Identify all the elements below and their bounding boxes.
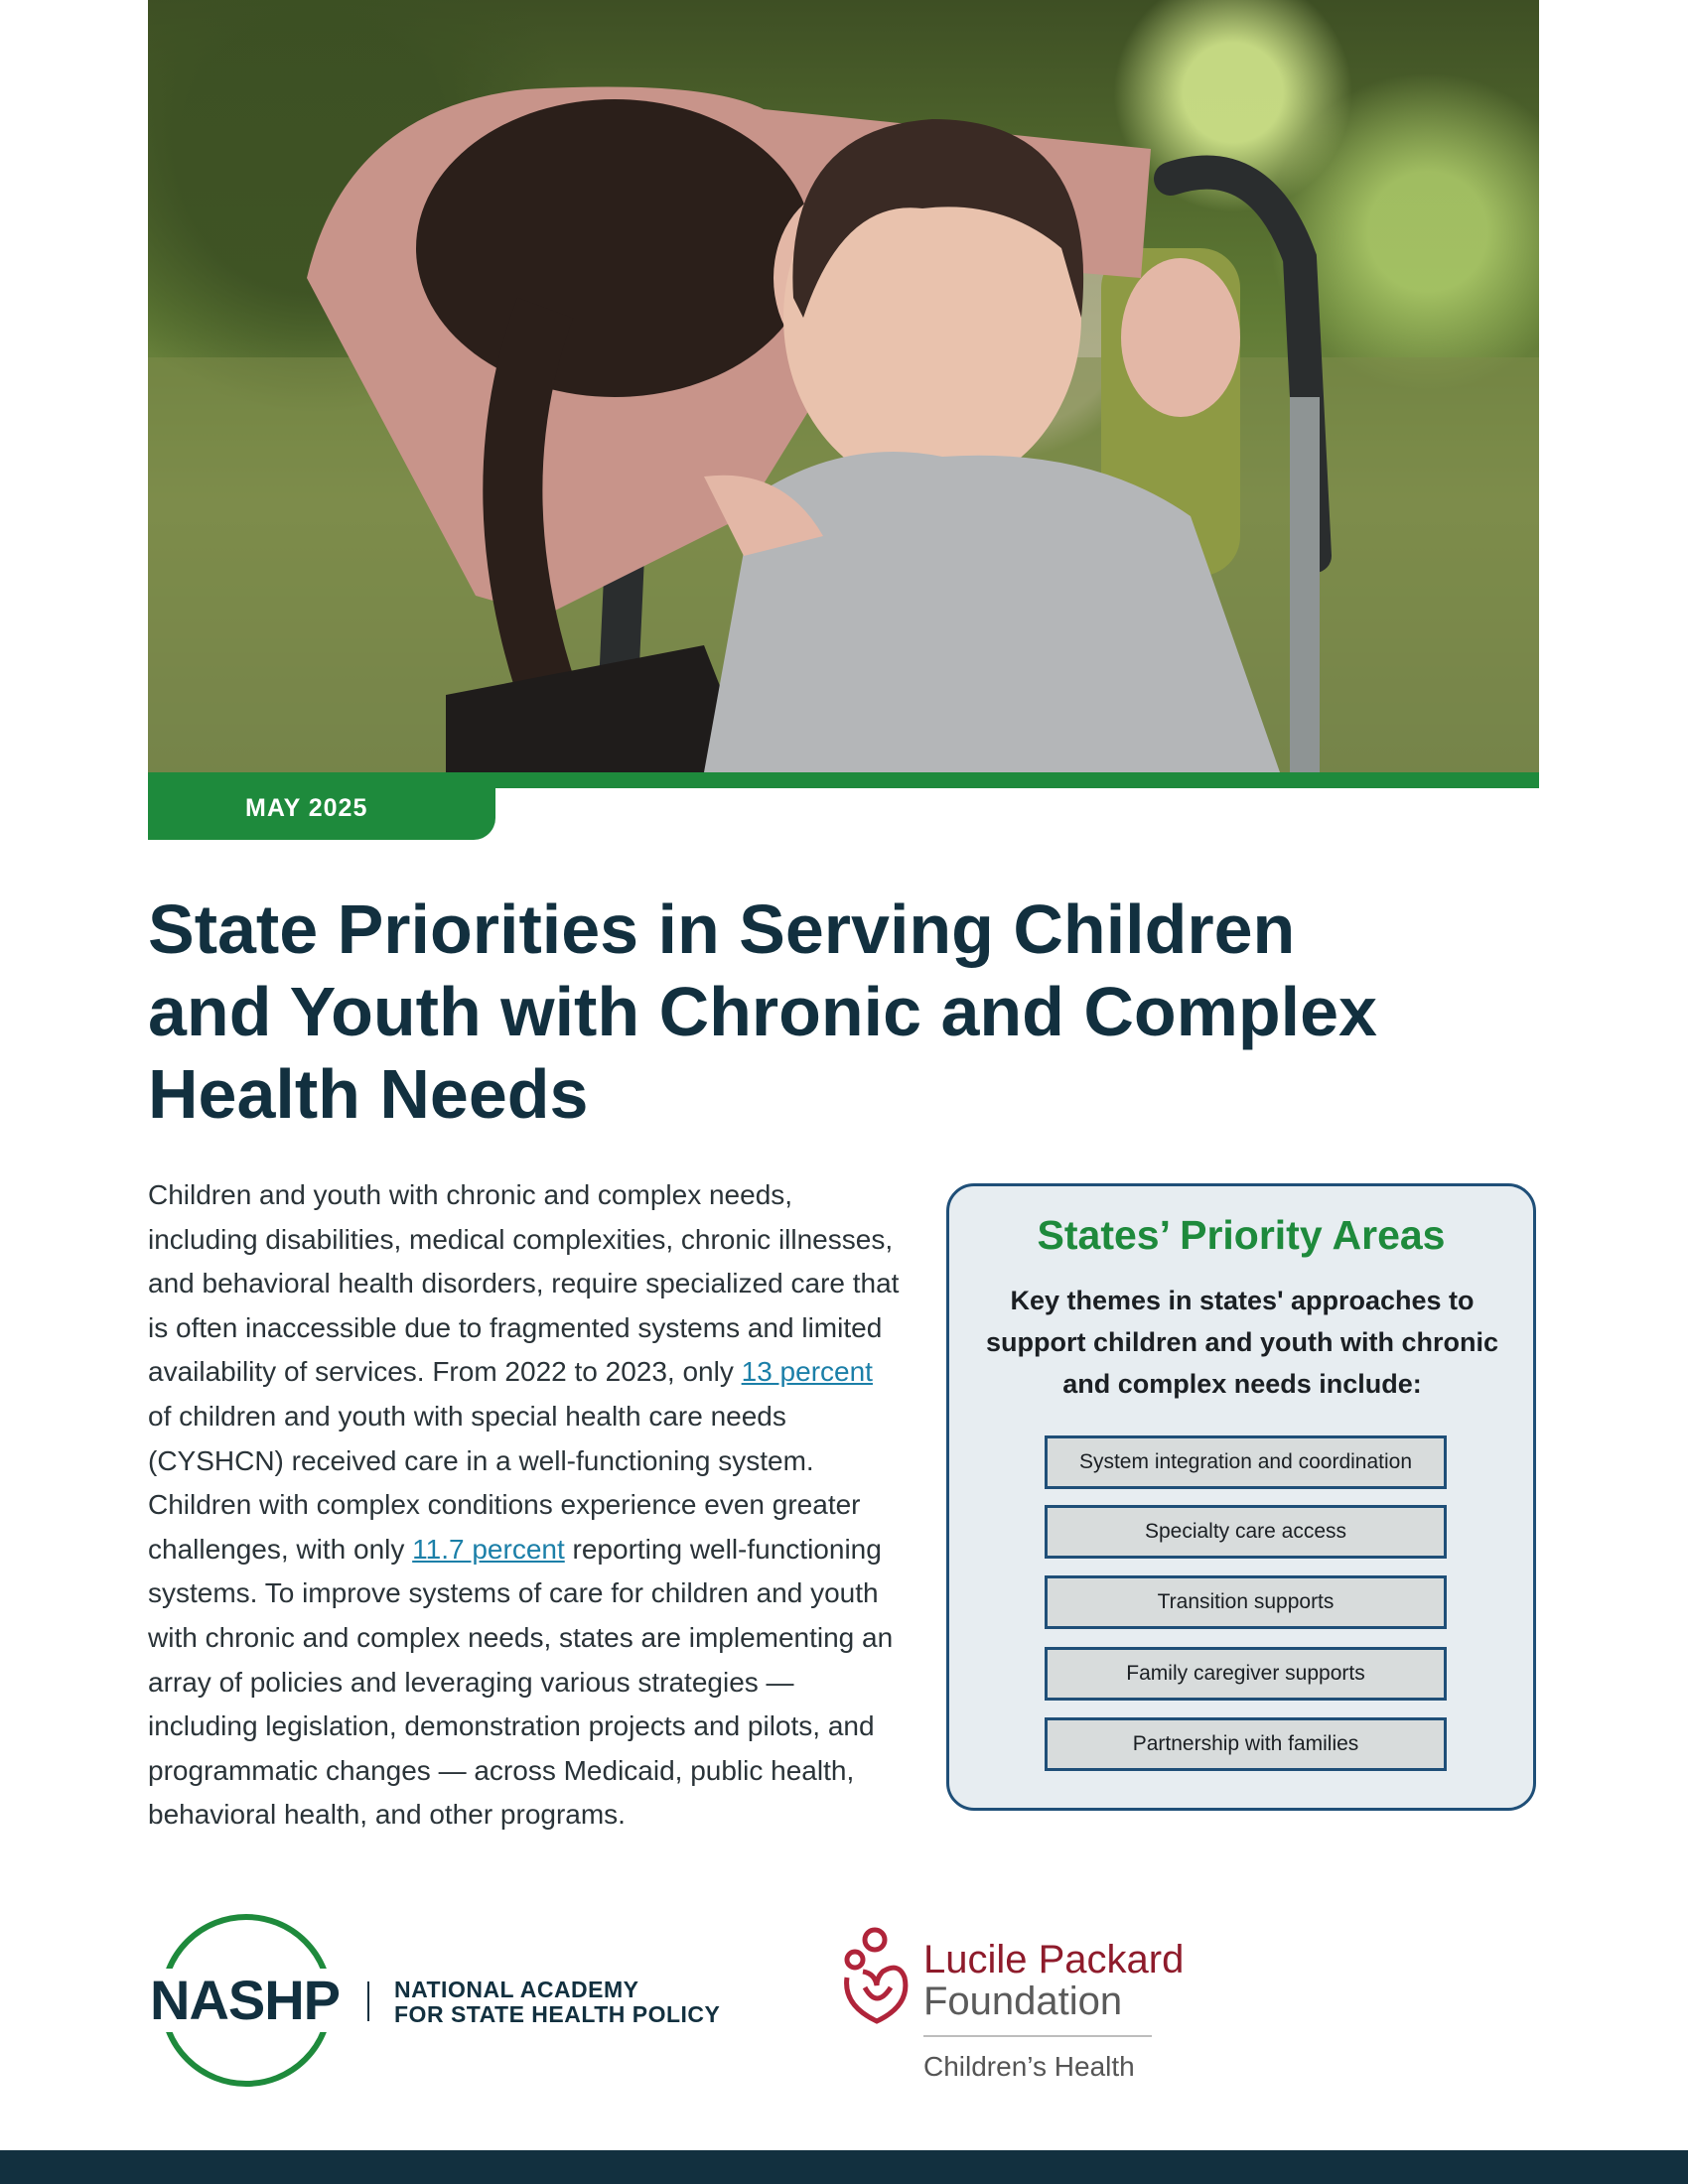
priority-item: Family caregiver supports bbox=[1045, 1647, 1447, 1701]
lpf-name-line-2: Foundation bbox=[923, 1979, 1123, 2023]
link-11-7-percent[interactable]: 11.7 percent bbox=[412, 1533, 565, 1565]
nashp-name-line-1: NATIONAL ACADEMY bbox=[394, 1977, 639, 2002]
priority-areas-box bbox=[946, 1183, 1536, 1811]
priority-item: System integration and coordination bbox=[1045, 1435, 1447, 1489]
nashp-name-line-2: FOR STATE HEALTH POLICY bbox=[394, 2001, 721, 2027]
photo-icon bbox=[148, 0, 1539, 772]
lpf-name-line-1: Lucile Packard bbox=[923, 1938, 1185, 1981]
priority-areas-heading: States’ Priority Areas bbox=[1037, 1212, 1446, 1258]
priority-item: Partnership with families bbox=[1045, 1717, 1447, 1771]
lpf-divider bbox=[923, 2035, 1152, 2037]
nashp-acronym: NASHP bbox=[150, 1969, 341, 2031]
publication-date: MAY 2025 bbox=[245, 794, 368, 822]
hero-photo bbox=[148, 0, 1539, 772]
intro-paragraph bbox=[148, 1173, 903, 1838]
heart-figure-icon bbox=[839, 1926, 918, 2035]
page-title: State Priorities in Serving Children and Youth with Chronic and Complex Health Needs bbox=[148, 890, 1377, 1133]
lucile-packard-logo bbox=[839, 1926, 1236, 2095]
link-13-percent[interactable]: 13 percent bbox=[741, 1356, 873, 1388]
lpf-tagline: Children’s Health bbox=[923, 2051, 1135, 2082]
nashp-full-name bbox=[394, 1978, 732, 2027]
priority-areas-subheading: Key themes in states' approaches to support children and youth with chronic and complex needs include: bbox=[985, 1286, 1498, 1399]
date-tab bbox=[148, 772, 495, 840]
footer-bar bbox=[0, 2150, 1688, 2184]
nashp-logo bbox=[148, 1914, 744, 2093]
intro-text-part-1: Children and youth with chronic and complex needs, including disabilities, medical complexities, chronic illnesses, and behavioral health disorders, require specialized care that is often inaccessible due to fragmented systems and limited availability of services. From 2022 to 2023, only bbox=[148, 1179, 900, 1388]
priority-item: Specialty care access bbox=[1045, 1505, 1447, 1559]
nashp-divider bbox=[367, 1981, 369, 2021]
intro-text-part-2: of children and youth with special health care needs (CYSHCN) received care in a well-functioning system. Children with complex conditions experience even greater challenges, with only bbox=[148, 1400, 861, 1565]
intro-text-part-3: reporting well-functioning systems. To improve systems of care for children and youth with chronic and complex needs, states are implementing an array of policies and leveraging various strategies — including legislation, demonstration projects and pilots, and programmatic changes — across Medicaid, public health, behavioral health, and other programs. bbox=[148, 1533, 894, 1831]
priority-item: Transition supports bbox=[1045, 1575, 1447, 1629]
